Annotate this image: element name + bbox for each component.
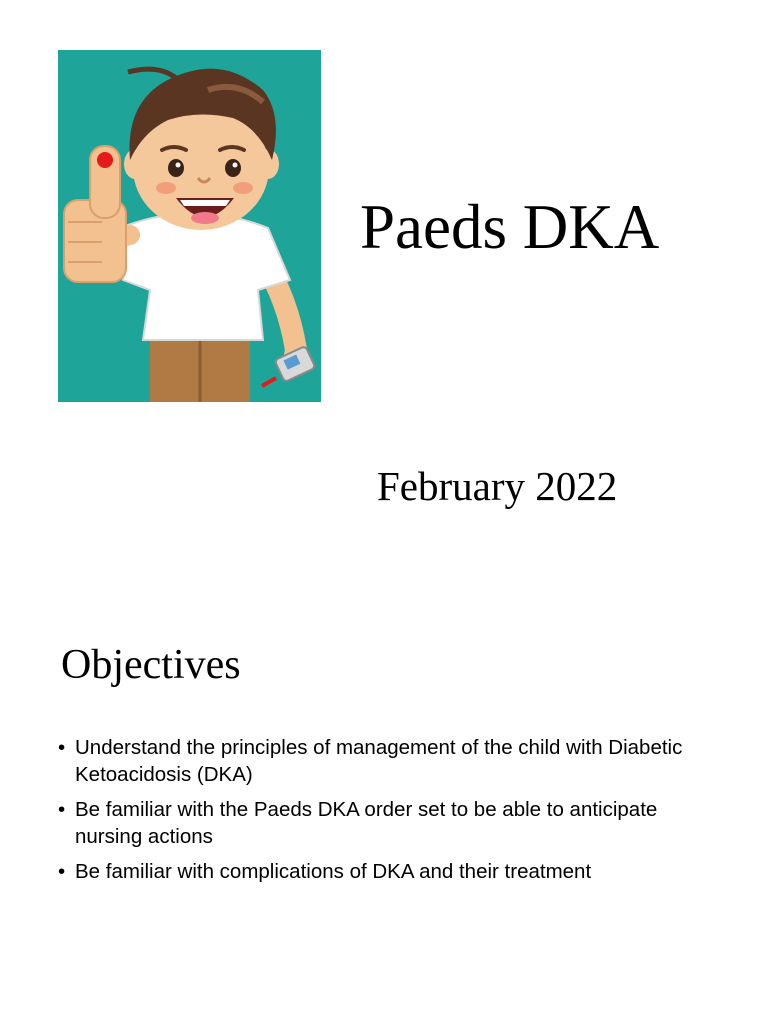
presentation-date: February 2022 xyxy=(377,463,618,509)
objectives-list xyxy=(58,734,718,893)
presentation-title: Paeds DKA xyxy=(360,192,660,262)
bullet-icon: • xyxy=(58,798,66,821)
bullet-icon: • xyxy=(58,860,66,883)
list-item xyxy=(58,796,718,850)
objectives-slide xyxy=(0,580,768,1024)
bullet-icon: • xyxy=(58,736,66,759)
list-item xyxy=(58,734,718,788)
objective-text: Understand the principles of management of the child with Diabetic Ketoacidosis (DKA) xyxy=(75,736,683,786)
list-item xyxy=(58,858,718,885)
objective-text: Be familiar with the Paeds DKA order set to be able to anticipate nursing actions xyxy=(75,798,658,848)
child-blood-glucose-test-icon xyxy=(58,50,321,402)
objective-text: Be familiar with complications of DKA and their treatment xyxy=(75,860,592,883)
objectives-heading: Objectives xyxy=(61,642,241,688)
